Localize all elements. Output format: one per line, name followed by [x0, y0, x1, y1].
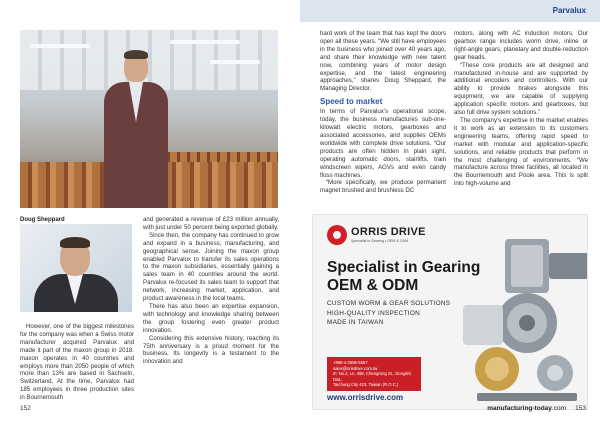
paragraph: hard work of the team that has kept the doors open all these years. “We still have employees in the business who joined over 40 years ago, and share their knowledge with new talent now, combining years of motor design expertise, and the latest engineering approaches,” shares Doug Sheppard, the Managing Director. [320, 30, 446, 93]
left-column-2 [143, 216, 279, 366]
right-column-2 [454, 30, 588, 188]
orris-drive-advert[interactable] [312, 214, 588, 410]
subheading: Speed to market [320, 97, 383, 107]
factory-photo [20, 30, 278, 208]
portrait-photo [20, 224, 132, 312]
paragraph: Considering this extensive history, reaching its 75th anniversary is a proud moment for the business. Its longevity is a testament to the innovation and [143, 334, 279, 366]
photo-caption: Doug Sheppard [20, 217, 65, 223]
ad-email: sales@orisdrive.com.tw [333, 365, 378, 371]
left-column-1 [20, 323, 134, 402]
page-number-right: 153 [575, 405, 586, 412]
paragraph: “These core products are all designed and manufactured in-house and are supported by additional encoders and controllers. With our ability to provide brakes alongside this equipment, we are capable of supplying application specific motors and gearboxes, but also full drive system solutions.” [454, 61, 588, 117]
orris-logo-icon [327, 225, 347, 245]
ad-url-link[interactable]: www.orrisdrive.com [327, 393, 404, 402]
site-tld: .com [551, 405, 566, 412]
paragraph: In terms of Parvalux’s operational scope, today, the business manufactures sub-one-kilowatt electric motors, gearboxes and associated accessories, and supplies OEMs worldwide with complete drive solutions. “Our products are often hidden in plain sight, operating automatic doors, stairlifts, train windscreen wipers, AGVs and even candy floss machines. [320, 108, 446, 179]
site-name: manufacturing-today [487, 405, 552, 412]
ad-feature: MADE IN TAIWAN [327, 319, 384, 326]
paragraph: However, one of the biggest milestones for the company was when a Swiss motor manufacturer acquired Parvalux and made it part of the maxon group in 2018. maxon operates in 40 countries and employs more than 2050 people of which more than 13% are based in Sachseln, Switzerland. At the time, Parvalux had 185 employees in three production sites in Bournemouth [20, 323, 134, 402]
ad-address: ıF, No.2, Ln. 398, Chengrong St., Dongshi Dist., [333, 371, 411, 382]
ad-address: Taichung City 423, Taiwan (R.O.C.) [333, 382, 399, 388]
right-column-1 [320, 30, 446, 195]
header-band [300, 0, 600, 22]
paragraph: “More specifically, we produce permanent magnet brushed and brushless DC [320, 179, 446, 195]
paragraph: motors, along with AC induction motors. Our gearbox range includes worm drive, inline or right-angle gears, planetary and double-reduction gear heads. [454, 30, 588, 61]
ad-brand-sub: Specialist in Gearing • OEM & ODM [351, 239, 409, 243]
page-number-left: 152 [20, 405, 31, 412]
ad-feature: HIGH-QUALITY INSPECTION [327, 309, 421, 317]
footer-site [487, 405, 566, 412]
ad-brand: ORRIS DRIVE [351, 226, 426, 238]
ad-headline-line-1: Specialist in Gearing [327, 259, 481, 276]
ad-features [327, 299, 450, 328]
gearbox-product-icon [457, 235, 588, 405]
paragraph: and generated a revenue of £23 million annually, with just under 50 percent being exported globally. [143, 216, 279, 231]
section-brand: Parvalux [552, 6, 586, 15]
ad-feature: CUSTOM WORM & GEAR SOLUTIONS [327, 300, 451, 307]
paragraph: There has also been an expertise expansion, with technology and knowledge sharing between the group fostering even greater product innovation. [143, 302, 279, 334]
ad-phone: +886-4-2586-5557 [333, 360, 368, 365]
ad-headline-line-2: OEM & ODM [327, 277, 419, 294]
paragraph: Since then, the company has continued to grow and expand in a business, manufacturing, and geographical sense. Joining the maxon group enabled Parvalux to transfer its sales operations to the maxon subsidiaries, essentially gaining a sales team in 40 countries around the world. Parvalux re-focused its sales team to support that network, increasing market, application, and product awareness in the local teams. [143, 231, 279, 303]
paragraph: The company’s expertise in the market enables it to work as an extension to its customers engineering teams, offering rapid speed to market with modular and application-specific solutions, and reliable products that perform in the most challenging of environments. “We manufacture across three facilities, all located in the Bournemouth and Poole area. This is split into high-volume and [454, 116, 588, 188]
ad-contact-box [327, 357, 421, 391]
